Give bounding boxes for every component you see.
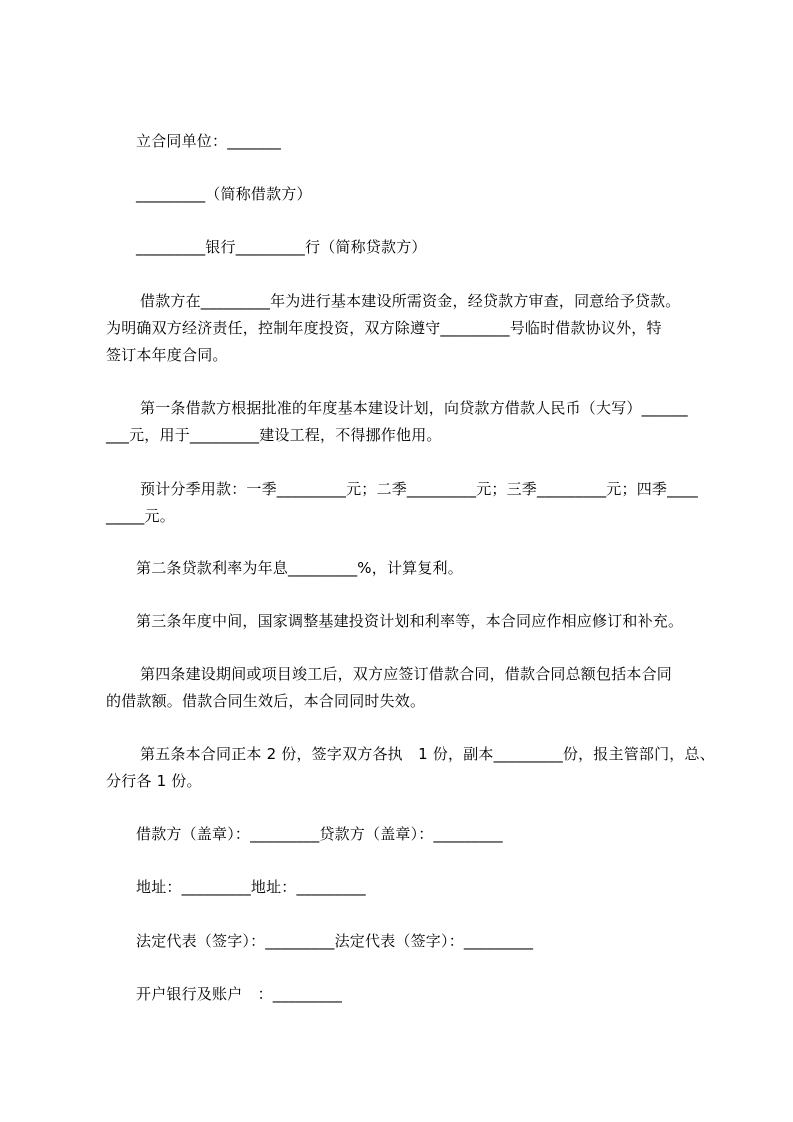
contract-parties-label: 立合同单位：_______ [136,132,282,150]
article-4-line-1: 第四条建设期间或项目竣工后，双方应签订借款合同，借款合同总额包括本合同 [140,665,673,683]
borrower-name-line: _________（简称借款方） [136,185,312,203]
article-5-line-1: 第五条本合同正本 2 份，签字双方各执 1 份，副本_________份，报主管部门，总、 [140,745,715,763]
address-line: 地址：_________地址：_________ [136,878,366,896]
quarterly-usage-line-1: 预计分季用款：一季_________元；二季_________元；三季_________元；四季____ [140,480,698,498]
article-1-line-1: 第一条借款方根据批准的年度基本建设计划，向贷款方借款人民币（大写）______ [140,399,688,417]
preamble-line-1: 借款方在_________年为进行基本建设所需资金，经贷款方审查，同意给予贷款。 [140,292,681,310]
preamble-line-2: 为明确双方经济责任，控制年度投资，双方除遵守_________号临时借款协议外，特 [106,319,662,337]
seal-line: 借款方（盖章）：_________贷款方（盖章）：_________ [136,825,503,843]
article-5-line-2: 分行各 1 份。 [106,772,202,790]
article-2: 第二条贷款利率为年息_________%，计算复利。 [136,559,463,577]
quarterly-usage-line-2: _____元。 [106,507,175,525]
article-1-line-2: ___元，用于_________建设工程，不得挪作他用。 [106,426,442,444]
lender-bank-line: _________银行_________行（简称贷款方） [136,238,427,256]
preamble-line-3: 签订本年度合同。 [106,346,228,364]
legal-rep-line: 法定代表（签字）：_________法定代表（签字）：_________ [136,932,534,950]
article-4-line-2: 的借款额。借款合同生效后，本合同同时失效。 [106,692,426,710]
article-3: 第三条年度中间，国家调整基建投资计划和利率等，本合同应作相应修订和补充。 [136,612,684,630]
bank-account-line: 开户银行及账户 ：_________ [136,985,343,1003]
